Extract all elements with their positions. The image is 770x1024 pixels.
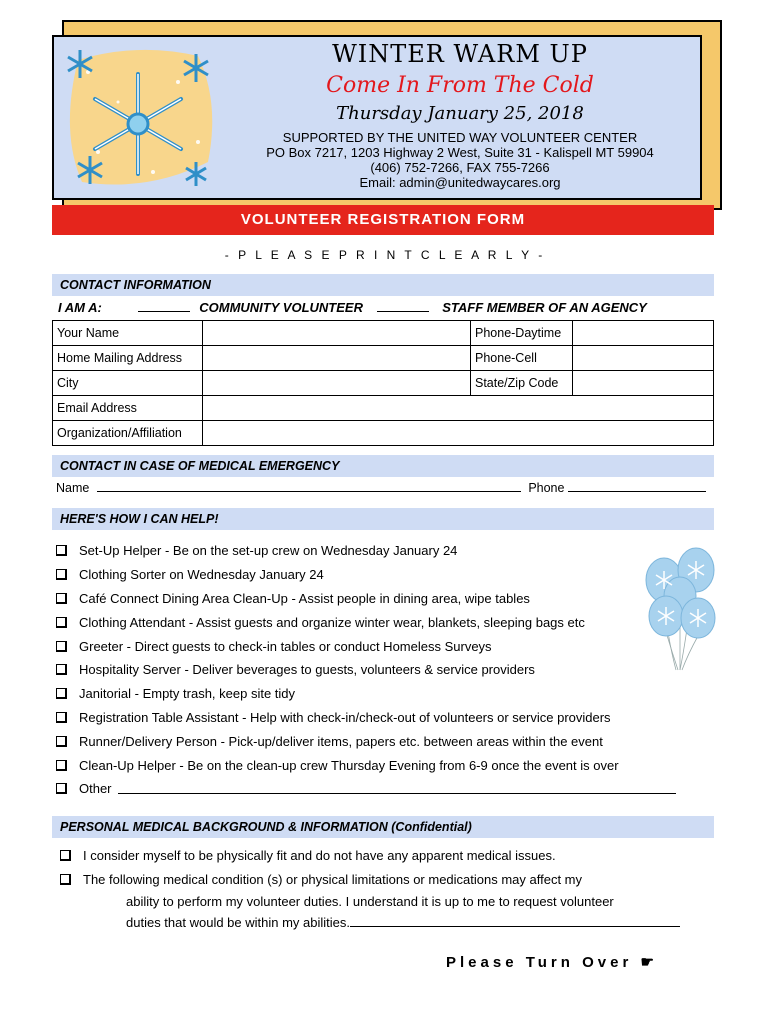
help-option: Hospitality Server - Deliver beverages to guests, volunteers & service providers — [56, 658, 676, 682]
name-field[interactable] — [203, 321, 471, 346]
checkbox[interactable] — [56, 641, 67, 652]
state-zip-label: State/Zip Code — [471, 371, 573, 396]
staff-member-label: STAFF MEMBER OF AN AGENCY — [442, 300, 647, 315]
email-field[interactable] — [203, 396, 714, 421]
mailing-address: PO Box 7217, 1203 Highway 2 West, Suite 31 - Kalispell MT 59904 — [266, 145, 654, 160]
organization-field[interactable] — [203, 421, 714, 446]
checkbox[interactable] — [56, 712, 67, 723]
emergency-phone-label: Phone — [528, 481, 565, 495]
organization-label: Organization/Affiliation — [53, 421, 203, 446]
medical-conditions-field[interactable] — [350, 916, 680, 927]
print-clearly-note: - P L E A S E P R I N T C L E A R L Y - — [224, 248, 546, 262]
phone-fax: (406) 752-7266, FAX 755-7266 — [370, 160, 550, 175]
phone-cell-field[interactable] — [573, 346, 714, 371]
help-option: Clothing Attendant - Assist guests and organize winter wear, blankets, sleeping bags etc — [56, 610, 676, 634]
help-option: Clean-Up Helper - Be on the clean-up crew Thursday Evening from 6-9 once the event is over — [56, 753, 676, 777]
city-field[interactable] — [203, 371, 471, 396]
pointing-hand-icon: ☛ — [640, 954, 654, 971]
checkbox[interactable] — [56, 664, 67, 675]
balloons-icon — [636, 540, 726, 680]
city-label: City — [53, 371, 203, 396]
checkbox[interactable] — [56, 783, 67, 794]
community-volunteer-label: COMMUNITY VOLUNTEER — [199, 300, 363, 315]
contact-email: Email: admin@unitedwaycares.org — [359, 175, 561, 190]
mailing-address-label: Home Mailing Address — [53, 346, 203, 371]
checkbox[interactable] — [56, 545, 67, 556]
please-turn-over: Please Turn Over ☛ — [446, 954, 654, 971]
name-label: Your Name — [53, 321, 203, 346]
i-am-label: I AM A: — [58, 300, 102, 315]
checkbox[interactable] — [56, 569, 67, 580]
contact-section-heading: CONTACT INFORMATION — [52, 274, 714, 296]
checkbox[interactable] — [56, 688, 67, 699]
form-title-banner: VOLUNTEER REGISTRATION FORM — [52, 205, 714, 235]
checkbox[interactable] — [60, 874, 71, 885]
help-option: Runner/Delivery Person - Pick-up/deliver items, papers etc. between areas within the event — [56, 729, 676, 753]
help-option: Set-Up Helper - Be on the set-up crew on Wednesday January 24 — [56, 539, 676, 563]
help-option-other: Other — [56, 777, 676, 801]
help-option: Janitorial - Empty trash, keep site tidy — [56, 682, 676, 706]
help-option: Greeter - Direct guests to check-in tables or conduct Homeless Surveys — [56, 634, 676, 658]
event-title: WINTER WARM UP — [332, 40, 588, 68]
emergency-section-heading: CONTACT IN CASE OF MEDICAL EMERGENCY — [52, 455, 714, 477]
staff-member-blank[interactable] — [377, 301, 429, 312]
emergency-name-label: Name — [56, 481, 90, 495]
medical-section-heading: PERSONAL MEDICAL BACKGROUND & INFORMATION (Confidential) — [52, 816, 714, 838]
event-date: Thursday January 25, 2018 — [336, 103, 584, 124]
help-options-list — [56, 539, 676, 801]
snowflake-illustration — [58, 42, 218, 194]
checkbox[interactable] — [56, 593, 67, 604]
volunteer-type-row — [58, 300, 718, 315]
medical-option-fit: I consider myself to be physically fit and do not have any apparent medical issues. — [60, 843, 700, 867]
supported-by: SUPPORTED BY THE UNITED WAY VOLUNTEER CENTER — [282, 130, 638, 145]
checkbox[interactable] — [56, 760, 67, 771]
checkbox[interactable] — [56, 736, 67, 747]
event-subtitle: Come In From The Cold — [326, 73, 594, 98]
email-label: Email Address — [53, 396, 203, 421]
help-option: Clothing Sorter on Wednesday January 24 — [56, 563, 676, 587]
phone-daytime-label: Phone-Daytime — [471, 321, 573, 346]
medical-option-conditions-line3: duties that would be within my abilities. — [60, 912, 700, 933]
other-field[interactable] — [118, 783, 676, 794]
phone-cell-label: Phone-Cell — [471, 346, 573, 371]
help-option: Café Connect Dining Area Clean-Up - Assist people in dining area, wipe tables — [56, 587, 676, 611]
phone-daytime-field[interactable] — [573, 321, 714, 346]
header-text — [220, 40, 700, 190]
help-section-heading: HERE'S HOW I CAN HELP! — [52, 508, 714, 530]
medical-option-conditions-line2: ability to perform my volunteer duties. I understand it is up to me to request volunteer — [126, 894, 614, 909]
state-zip-field[interactable] — [573, 371, 714, 396]
mailing-address-field[interactable] — [203, 346, 471, 371]
help-option: Registration Table Assistant - Help with check-in/check-out of volunteers or service providers — [56, 706, 676, 730]
emergency-name-field[interactable] — [97, 481, 521, 492]
emergency-contact-row — [56, 481, 706, 495]
community-volunteer-blank[interactable] — [138, 301, 190, 312]
emergency-phone-field[interactable] — [568, 481, 706, 492]
medical-options — [60, 843, 700, 933]
checkbox[interactable] — [56, 617, 67, 628]
medical-option-conditions: The following medical condition (s) or physical limitations or medications may affect my — [60, 867, 700, 891]
contact-info-table — [52, 320, 714, 446]
checkbox[interactable] — [60, 850, 71, 861]
